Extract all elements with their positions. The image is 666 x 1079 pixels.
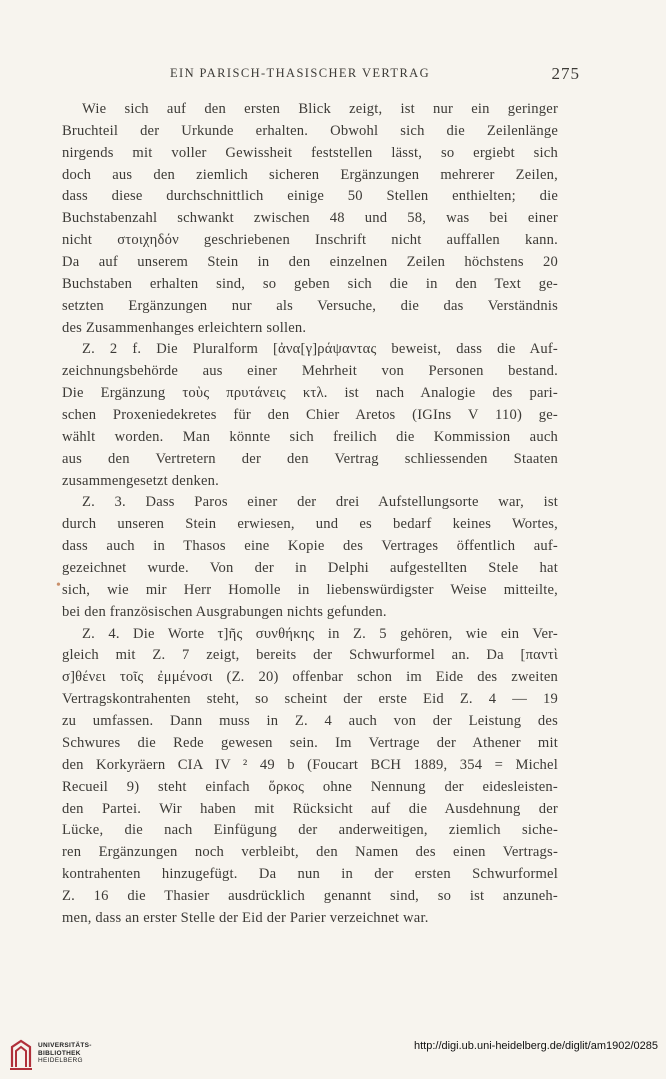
running-title: EIN PARISCH-THASISCHER VERTRAG (170, 66, 431, 80)
text-line: Bruchteil der Urkunde erhalten. Obwohl sich die Zeilenlänge (62, 122, 558, 139)
text-line: Buchstabenzahl schwankt zwischen 48 und 58, was bei einer (62, 210, 558, 227)
text-line: men, dass an erster Stelle der Eid der Parier verzeichnet war. (62, 909, 429, 926)
text-line: schen Proxeniedekretes für den Chier Aretos (IGIns V 110) ge- (62, 407, 558, 424)
body-text (62, 99, 558, 930)
text-line: nirgends mit voller Gewissheit feststellen lässt, so ergiebt sich (62, 144, 558, 161)
text-line: Z. 16 die Thasier ausdrücklich genannt sind, so ist anzuneh- (62, 887, 558, 904)
text-line: dass diese durchschnittlich einige 50 Stellen enthielten; die (62, 188, 558, 205)
page-number: 275 (551, 64, 580, 83)
text-line: aus den Vertretern der den Vertrag schliessenden Staaten (62, 450, 558, 467)
library-name: UNIVERSITÄTS- BIBLIOTHEK HEIDELBERG (38, 1042, 92, 1064)
page-header (60, 66, 580, 88)
text-line: doch aus den ziemlich sicheren Ergänzungen mehrerer Zeilen, (62, 166, 558, 183)
text-line: setzten Ergänzungen nur als Versuche, die das Verständnis (62, 297, 558, 314)
text-line: Lücke, die nach Einfügung der anderweitigen, ziemlich siche- (62, 822, 558, 839)
text-line: Da auf unserem Stein in den einzelnen Zeilen höchstens 20 (62, 254, 558, 271)
text-line: bei den französischen Ausgrabungen nichts gefunden. (62, 603, 387, 620)
text-line: ren Ergänzungen noch verbleibt, den Namen des einen Vertrags- (62, 844, 558, 861)
text-line: den Korkyräern CIA IV ² 49 b (Foucart BCH 1889, 354 = Michel (62, 756, 558, 773)
text-line: Schwures die Rede gewesen sein. Im Vertrage der Athener mit (62, 734, 558, 751)
text-line: Wie sich auf den ersten Blick zeigt, ist nur ein geringer (82, 101, 558, 117)
text-line: σ]θένει τοῖς ἐμμένοσι (Z. 20) offenbar schon im Eide des zweiten (62, 669, 558, 686)
text-line: zeichnungsbehörde aus einer Mehrheit von Personen bestand. (62, 363, 558, 380)
text-line: Die Ergänzung τοὺς πρυτάνεις κτλ. ist nach Analogie des pari- (62, 385, 558, 402)
text-line: Z. 3. Dass Paros einer der drei Aufstellungsorte war, ist (82, 494, 558, 511)
library-logo-icon (8, 1037, 34, 1071)
text-line: sich, wie mir Herr Homolle in liebenswürdigster Weise mitteilte, (62, 581, 558, 598)
source-url-link[interactable]: http://digi.ub.uni-heidelberg.de/diglit/am1902/0285 (413, 1040, 658, 1052)
text-line: nicht στοιχηδόν geschriebenen Inschrift nicht auffallen kann. (62, 232, 558, 249)
text-line: gleich mit Z. 7 zeigt, bereits der Schwurformel an. Da [παντὶ (62, 647, 558, 664)
text-line: zu umfassen. Dann muss in Z. 4 auch von der Leistung des (62, 713, 558, 730)
text-line: durch unseren Stein erwiesen, und es bedarf keines Wortes, (62, 516, 558, 533)
text-line: Vertragskontrahenten steht, so scheint der erste Eid Z. 4 — 19 (62, 691, 558, 708)
margin-mark: • (56, 578, 61, 593)
text-line: Buchstaben erhalten sind, so geben sich die in den Text ge- (62, 275, 558, 292)
text-line: gezeichnet wurde. Von der in Delphi aufgestellten Stele hat (62, 560, 558, 577)
text-line: wählt worden. Man könnte sich freilich die Kommission auch (62, 428, 558, 445)
text-line: dass auch in Thasos eine Kopie des Vertrages öffentlich auf- (62, 538, 558, 555)
footer (0, 1034, 666, 1079)
text-line: Z. 4. Die Worte τ]ῆς συνθήκης in Z. 5 gehören, wie ein Ver- (82, 625, 558, 642)
text-line: Z. 2 f. Die Pluralform [ἀνα[γ]ράψαντας beweist, dass die Auf- (82, 341, 558, 358)
text-line: des Zusammenhanges erleichtern sollen. (62, 319, 307, 336)
text-line: den Partei. Wir haben mit Rücksicht auf die Ausdehnung der (62, 800, 558, 817)
text-line: Recueil 9) steht einfach ὅρκος ohne Nennung der eidesleisten- (62, 778, 558, 795)
text-line: kontrahenten hinzugefügt. Da nun in der ersten Schwurformel (62, 866, 558, 883)
text-line: zusammengesetzt denken. (62, 472, 219, 489)
